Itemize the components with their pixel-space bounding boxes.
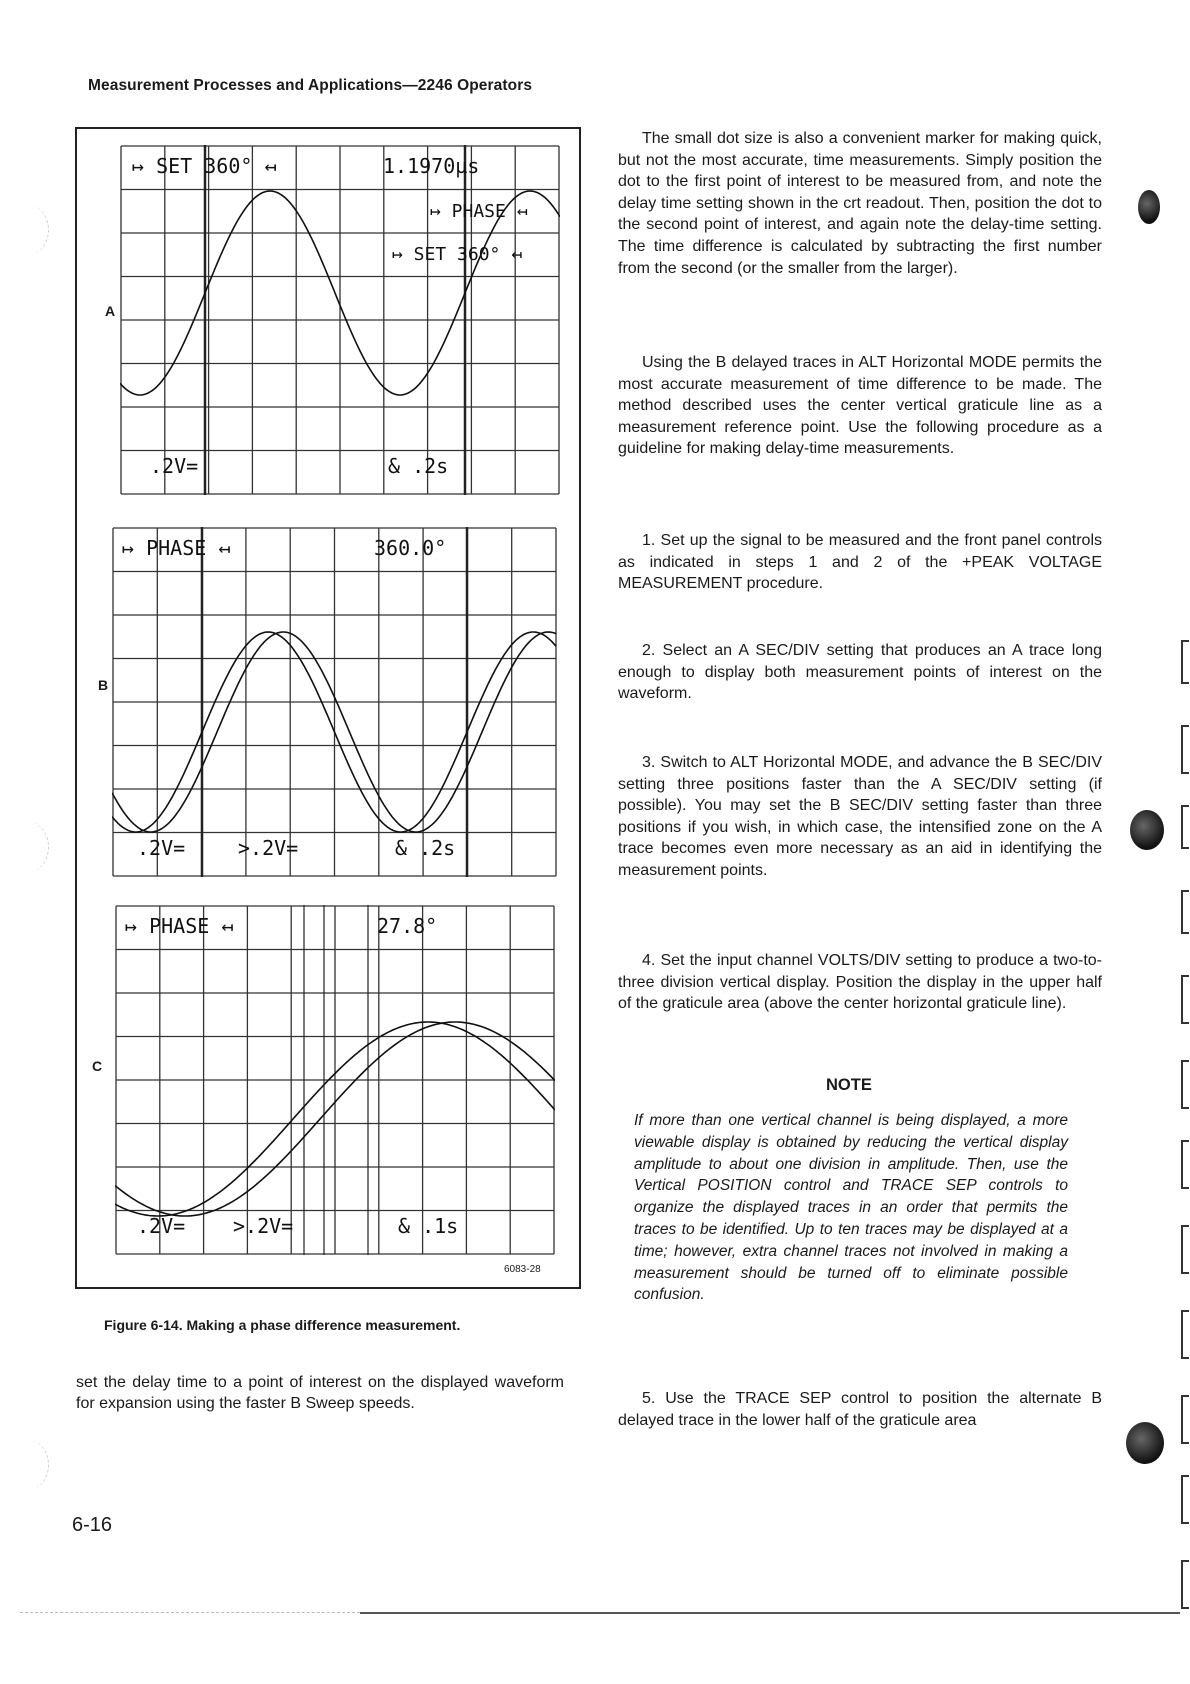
scan-edge-dash — [20, 1612, 360, 1613]
margin-mark-6 — [1181, 1060, 1189, 1109]
readout-a-time: 1.1970µs — [383, 154, 480, 178]
readout-a6: & .2s — [388, 454, 449, 478]
panel-label-b: B — [98, 677, 109, 693]
scan-shadow-2 — [8, 822, 49, 872]
margin-mark-7 — [1181, 1140, 1189, 1189]
scope-panel-b — [112, 527, 557, 877]
binder-hole-3 — [1126, 1422, 1164, 1464]
scan-shadow-1 — [8, 205, 49, 255]
margin-mark-9 — [1181, 1310, 1189, 1359]
readout-b3: .2V= — [137, 836, 186, 860]
right-paragraph-2: Using the B delayed traces in ALT Horizontal MODE permits the most accurate measurement of time difference to be made. The method described uses the center vertical graticule line as a measurement reference point. Use the following procedure as a guideline for making delay-time measurements. — [618, 354, 1102, 458]
figure-part-number: 6083-28 — [504, 1264, 541, 1275]
margin-mark-1 — [1181, 640, 1189, 684]
step-1: 1. Set up the signal to be measured and the front panel controls as indicated in steps 1 and 2 of the +PEAK VOLTAGE MEASUREMENT procedure. — [618, 532, 1102, 593]
margin-mark-5 — [1181, 975, 1189, 1024]
margin-mark-10 — [1181, 1395, 1189, 1444]
readout-b4: >.2V= — [238, 836, 299, 860]
margin-mark-4 — [1181, 890, 1189, 934]
panel-label-c: C — [92, 1058, 103, 1074]
margin-mark-12 — [1181, 1560, 1189, 1609]
readout-a5: .2V= — [150, 454, 199, 478]
readout-c3: .2V= — [137, 1214, 186, 1238]
readout-c2: 27.8° — [377, 914, 438, 938]
step-4: 4. Set the input channel VOLTS/DIV setting to produce a two-to-three division vertical display. Position the display in the upper half of the graticule area (above the center horizontal graticule line). — [618, 952, 1102, 1013]
margin-mark-8 — [1181, 1225, 1189, 1274]
note-text: If more than one vertical channel is being displayed, a more viewable display is obtained by reducing the vertical display amplitude to about one division in amplitude. Then, use the Vertical POSITION control and TRACE SEP controls to organize the displayed traces in an order that permits the traces to be identified. Up to ten traces may be displayed at a time; however, extra channel traces not involved in making a measurement should be turned off to eliminate possible confusion. — [634, 1112, 1068, 1304]
scan-bottom-rule — [360, 1612, 1180, 1614]
margin-mark-3 — [1181, 805, 1189, 849]
panel-label-a: A — [105, 303, 116, 319]
page-number: 6-16 — [72, 1514, 113, 1536]
graticule-a — [121, 146, 559, 494]
readout-b2: 360.0° — [374, 536, 447, 560]
readout-c4: >.2V= — [233, 1214, 294, 1238]
margin-mark-2 — [1181, 725, 1189, 774]
running-header: Measurement Processes and Applications—2246 Operators — [88, 77, 533, 94]
readout-b1: ↦ PHASE ↤ — [122, 536, 231, 560]
left-column-text: set the delay time to a point of interest on the displayed waveform for expansion using the faster B Sweep speeds. — [76, 1374, 564, 1412]
figure-caption: Figure 6-14. Making a phase difference measurement. — [104, 1317, 461, 1333]
readout-a3: ↦ PHASE ↤ — [430, 201, 528, 222]
graticule-c — [116, 906, 554, 1254]
binder-hole-2 — [1130, 810, 1164, 850]
readout-b5: & .2s — [395, 836, 456, 860]
graticule-b — [113, 528, 556, 876]
scope-panel-a — [120, 145, 560, 495]
step-2: 2. Select an A SEC/DIV setting that produces an A trace long enough to display both measurement points of interest on the waveform. — [618, 642, 1102, 703]
scope-panel-c — [115, 905, 555, 1255]
scan-shadow-3 — [8, 1440, 49, 1490]
right-paragraph-1: The small dot size is also a convenient marker for making quick, but not the most accurate, time measurements. Simply position the dot to the first point of interest to be measured from, and note the delay time setting shown in the crt readout. Then, position the dot to the second point of interest, and again note the delay-time setting. The time difference is calculated by subtracting the first number from the second (or the smaller from the larger). — [618, 130, 1102, 277]
readout-c1: ↦ PHASE ↤ — [125, 914, 234, 938]
margin-mark-11 — [1181, 1475, 1189, 1524]
binder-hole-1 — [1138, 190, 1160, 224]
readout-a1: ↦ SET 360° ↤ — [132, 154, 277, 178]
readout-c5: & .1s — [398, 1214, 459, 1238]
note-title: NOTE — [826, 1076, 872, 1094]
readout-a4: ↦ SET 360° ↤ — [392, 244, 523, 265]
step-5: 5. Use the TRACE SEP control to position the alternate B delayed trace in the lower half of the graticule area — [618, 1390, 1102, 1429]
step-3: 3. Switch to ALT Horizontal MODE, and advance the B SEC/DIV setting three positions faster than the A SEC/DIV setting (if possible). You may set the B SEC/DIV setting faster than three positions if you wish, in which case, the intensified zone on the A trace becomes even more necessary as an aid in identifying the measurement points. — [618, 754, 1102, 879]
